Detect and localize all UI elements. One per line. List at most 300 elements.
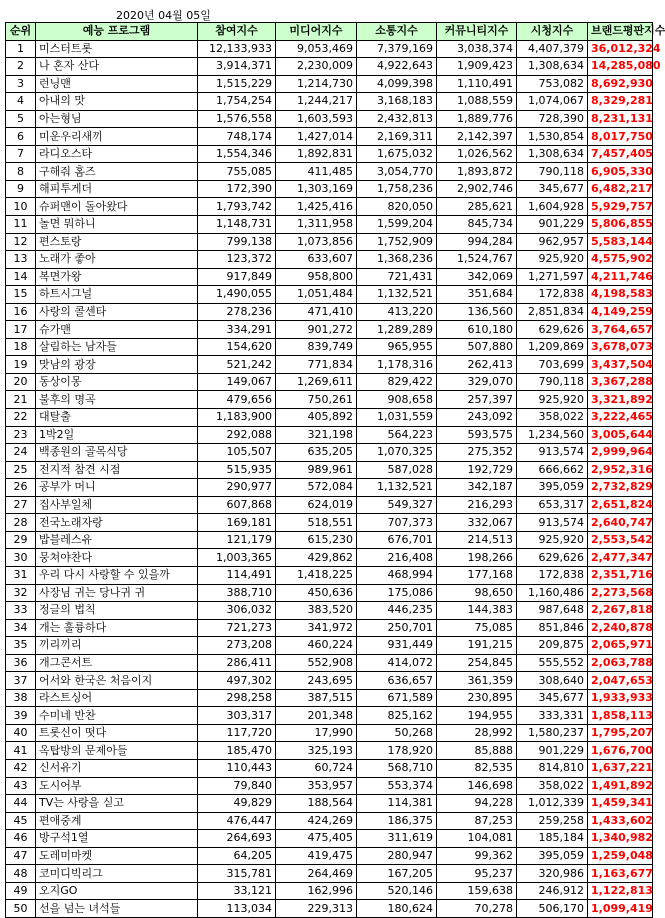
- communication-cell: 1,758,236: [357, 180, 437, 198]
- participation-cell: 169,181: [198, 514, 276, 532]
- communication-cell: 1,752,909: [357, 233, 437, 251]
- rank-cell: 43: [6, 777, 36, 795]
- brand-reputation-cell: 3,367,288: [588, 373, 653, 391]
- table-row: [6, 444, 653, 462]
- brand-reputation-cell: 36,012,324: [588, 40, 653, 58]
- community-cell: 329,070: [437, 373, 517, 391]
- community-cell: 351,684: [437, 286, 517, 304]
- community-cell: 82,535: [437, 759, 517, 777]
- community-cell: 3,038,374: [437, 40, 517, 58]
- communication-cell: 568,710: [357, 759, 437, 777]
- rank-cell: 48: [6, 865, 36, 883]
- viewership-cell: 925,920: [517, 531, 588, 549]
- program-name-cell: 사랑의 콜센타: [36, 303, 198, 321]
- table-row: [6, 830, 653, 848]
- communication-cell: 553,374: [357, 777, 437, 795]
- rank-cell: 7: [6, 145, 36, 163]
- community-cell: 610,180: [437, 321, 517, 339]
- media-cell: 321,198: [276, 426, 357, 444]
- program-name-cell: 옥탑방의 문제아들: [36, 742, 198, 760]
- community-cell: 98,650: [437, 584, 517, 602]
- community-cell: 1,524,767: [437, 251, 517, 269]
- program-name-cell: 편스토랑: [36, 233, 198, 251]
- rank-cell: 46: [6, 830, 36, 848]
- viewership-cell: 814,810: [517, 759, 588, 777]
- community-cell: 845,734: [437, 216, 517, 234]
- brand-reputation-cell: 3,437,504: [588, 356, 653, 374]
- participation-cell: 154,620: [198, 338, 276, 356]
- participation-cell: 1,183,900: [198, 409, 276, 427]
- rank-cell: 50: [6, 900, 36, 918]
- participation-cell: 1,003,365: [198, 549, 276, 567]
- viewership-cell: 172,838: [517, 566, 588, 584]
- brand-reputation-cell: 2,999,964: [588, 444, 653, 462]
- table-row: [6, 373, 653, 391]
- community-cell: 285,621: [437, 198, 517, 216]
- table-row: [6, 847, 653, 865]
- viewership-cell: 629,626: [517, 549, 588, 567]
- rank-cell: 12: [6, 233, 36, 251]
- table-body: [6, 40, 661, 917]
- media-cell: 839,749: [276, 338, 357, 356]
- brand-reputation-cell: 2,952,316: [588, 461, 653, 479]
- viewership-cell: 1,530,854: [517, 128, 588, 146]
- rank-cell: 5: [6, 110, 36, 128]
- brand-reputation-cell: 2,553,542: [588, 531, 653, 549]
- rank-cell: 45: [6, 812, 36, 830]
- rank-cell: 15: [6, 286, 36, 304]
- program-name-cell: 우리 다시 사랑할 수 있을까: [36, 566, 198, 584]
- media-cell: 635,205: [276, 444, 357, 462]
- communication-cell: 216,408: [357, 549, 437, 567]
- table-row: [6, 180, 653, 198]
- brand-reputation-cell: 8,231,131: [588, 110, 653, 128]
- rank-cell: 24: [6, 444, 36, 462]
- participation-cell: 334,291: [198, 321, 276, 339]
- table-row: [6, 637, 653, 655]
- viewership-cell: 1,160,486: [517, 584, 588, 602]
- communication-cell: 468,994: [357, 566, 437, 584]
- rank-cell: 18: [6, 338, 36, 356]
- table-row: [6, 795, 653, 813]
- communication-cell: 1,675,032: [357, 145, 437, 163]
- program-name-cell: 정글의 법칙: [36, 602, 198, 620]
- program-name-cell: 수미네 반찬: [36, 707, 198, 725]
- communication-cell: 175,086: [357, 584, 437, 602]
- brand-reputation-cell: 3,222,465: [588, 409, 653, 427]
- viewership-cell: 1,308,634: [517, 58, 588, 76]
- participation-cell: 79,840: [198, 777, 276, 795]
- viewership-cell: 358,022: [517, 409, 588, 427]
- table-row: [6, 426, 653, 444]
- table-row: [6, 584, 653, 602]
- media-cell: 424,269: [276, 812, 357, 830]
- participation-cell: 278,236: [198, 303, 276, 321]
- viewership-cell: 851,846: [517, 619, 588, 637]
- communication-cell: 3,168,183: [357, 93, 437, 111]
- community-cell: 70,278: [437, 900, 517, 918]
- table-row: [6, 812, 653, 830]
- community-cell: 342,069: [437, 268, 517, 286]
- table-row: [6, 163, 653, 181]
- header-viewership-index: 시청지수: [517, 23, 588, 41]
- brand-reputation-cell: 2,273,568: [588, 584, 653, 602]
- brand-reputation-cell: 5,806,855: [588, 216, 653, 234]
- table-row: [6, 742, 653, 760]
- participation-cell: 185,470: [198, 742, 276, 760]
- community-cell: 2,902,746: [437, 180, 517, 198]
- program-name-cell: 해피투게더: [36, 180, 198, 198]
- viewership-cell: 246,912: [517, 882, 588, 900]
- media-cell: 1,427,014: [276, 128, 357, 146]
- rank-cell: 3: [6, 75, 36, 93]
- brand-reputation-cell: 2,047,653: [588, 672, 653, 690]
- viewership-cell: 209,875: [517, 637, 588, 655]
- table-row: [6, 391, 653, 409]
- table-row: [6, 40, 653, 58]
- table-row: [6, 58, 653, 76]
- community-cell: 342,187: [437, 479, 517, 497]
- media-cell: 341,972: [276, 619, 357, 637]
- viewership-cell: 506,170: [517, 900, 588, 918]
- media-cell: 264,469: [276, 865, 357, 883]
- media-cell: 201,348: [276, 707, 357, 725]
- program-name-cell: 복면가왕: [36, 268, 198, 286]
- community-cell: 87,253: [437, 812, 517, 830]
- brand-reputation-cell: 14,285,080: [588, 58, 653, 76]
- table-row: [6, 145, 653, 163]
- communication-cell: 721,431: [357, 268, 437, 286]
- media-cell: 475,405: [276, 830, 357, 848]
- date-label: 2020년 04월 05일: [116, 9, 211, 22]
- participation-cell: 1,793,742: [198, 198, 276, 216]
- media-cell: 1,269,611: [276, 373, 357, 391]
- rank-cell: 22: [6, 409, 36, 427]
- participation-cell: 388,710: [198, 584, 276, 602]
- viewership-cell: 1,308,634: [517, 145, 588, 163]
- participation-cell: 286,411: [198, 654, 276, 672]
- viewership-cell: 1,271,597: [517, 268, 588, 286]
- program-name-cell: 대탈출: [36, 409, 198, 427]
- communication-cell: 549,327: [357, 496, 437, 514]
- media-cell: 552,908: [276, 654, 357, 672]
- communication-cell: 114,381: [357, 795, 437, 813]
- media-cell: 1,051,484: [276, 286, 357, 304]
- community-cell: 146,698: [437, 777, 517, 795]
- brand-reputation-cell: 1,099,419: [588, 900, 653, 918]
- program-name-cell: 불후의 명곡: [36, 391, 198, 409]
- table-row: [6, 479, 653, 497]
- media-cell: 1,603,593: [276, 110, 357, 128]
- participation-cell: 113,034: [198, 900, 276, 918]
- communication-cell: 446,235: [357, 602, 437, 620]
- program-name-cell: 미스터트롯: [36, 40, 198, 58]
- rank-cell: 35: [6, 637, 36, 655]
- table-row: [6, 724, 653, 742]
- media-cell: 1,214,730: [276, 75, 357, 93]
- viewership-cell: 308,640: [517, 672, 588, 690]
- brand-reputation-cell: 3,321,892: [588, 391, 653, 409]
- community-cell: 257,397: [437, 391, 517, 409]
- communication-cell: 7,379,169: [357, 40, 437, 58]
- viewership-cell: 629,626: [517, 321, 588, 339]
- brand-reputation-cell: 6,482,217: [588, 180, 653, 198]
- communication-cell: 180,624: [357, 900, 437, 918]
- participation-cell: 315,781: [198, 865, 276, 883]
- viewership-cell: 753,082: [517, 75, 588, 93]
- brand-reputation-cell: 1,122,813: [588, 882, 653, 900]
- community-cell: 230,895: [437, 689, 517, 707]
- brand-reputation-cell: 3,764,657: [588, 321, 653, 339]
- brand-reputation-cell: 1,637,221: [588, 759, 653, 777]
- viewership-cell: 925,920: [517, 391, 588, 409]
- program-name-cell: 사장님 귀는 당나귀 귀: [36, 584, 198, 602]
- table-row: [6, 198, 653, 216]
- rank-cell: 34: [6, 619, 36, 637]
- table-row: [6, 286, 653, 304]
- participation-cell: 64,205: [198, 847, 276, 865]
- participation-cell: 1,515,229: [198, 75, 276, 93]
- communication-cell: 414,072: [357, 654, 437, 672]
- community-cell: 216,293: [437, 496, 517, 514]
- program-name-cell: 라디오스타: [36, 145, 198, 163]
- viewership-cell: 320,986: [517, 865, 588, 883]
- viewership-cell: 358,022: [517, 777, 588, 795]
- brand-reputation-cell: 5,929,757: [588, 198, 653, 216]
- participation-cell: 114,491: [198, 566, 276, 584]
- table-row: [6, 216, 653, 234]
- participation-cell: 748,174: [198, 128, 276, 146]
- rank-cell: 37: [6, 672, 36, 690]
- participation-cell: 303,317: [198, 707, 276, 725]
- community-cell: 1,026,562: [437, 145, 517, 163]
- brand-reputation-cell: 2,267,818: [588, 602, 653, 620]
- viewership-cell: 333,331: [517, 707, 588, 725]
- program-name-cell: 전지적 참견 시점: [36, 461, 198, 479]
- community-cell: 361,359: [437, 672, 517, 690]
- communication-cell: 1,368,236: [357, 251, 437, 269]
- communication-cell: 820,050: [357, 198, 437, 216]
- media-cell: 188,564: [276, 795, 357, 813]
- media-cell: 353,957: [276, 777, 357, 795]
- community-cell: 144,383: [437, 602, 517, 620]
- table-row: [6, 531, 653, 549]
- media-cell: 162,996: [276, 882, 357, 900]
- brand-reputation-cell: 1,433,602: [588, 812, 653, 830]
- media-cell: 9,053,469: [276, 40, 357, 58]
- media-cell: 1,311,958: [276, 216, 357, 234]
- communication-cell: 4,099,398: [357, 75, 437, 93]
- rank-cell: 29: [6, 531, 36, 549]
- media-cell: 229,313: [276, 900, 357, 918]
- header-community-index: 커뮤니티지수: [437, 23, 517, 41]
- communication-cell: 167,205: [357, 865, 437, 883]
- rank-cell: 19: [6, 356, 36, 374]
- media-cell: 1,892,831: [276, 145, 357, 163]
- communication-cell: 178,920: [357, 742, 437, 760]
- media-cell: 325,193: [276, 742, 357, 760]
- brand-reputation-cell: 5,583,144: [588, 233, 653, 251]
- community-cell: 75,085: [437, 619, 517, 637]
- rank-cell: 26: [6, 479, 36, 497]
- viewership-cell: 345,677: [517, 689, 588, 707]
- brand-reputation-cell: 4,149,259: [588, 303, 653, 321]
- program-name-cell: 개그콘서트: [36, 654, 198, 672]
- communication-cell: 965,955: [357, 338, 437, 356]
- rank-cell: 9: [6, 180, 36, 198]
- communication-cell: 50,268: [357, 724, 437, 742]
- communication-cell: 1,599,204: [357, 216, 437, 234]
- communication-cell: 1,132,521: [357, 479, 437, 497]
- brand-reputation-cell: 1,933,933: [588, 689, 653, 707]
- communication-cell: 931,449: [357, 637, 437, 655]
- media-cell: 1,073,856: [276, 233, 357, 251]
- viewership-cell: 185,184: [517, 830, 588, 848]
- community-cell: 262,413: [437, 356, 517, 374]
- media-cell: 429,862: [276, 549, 357, 567]
- table-row: [6, 672, 653, 690]
- brand-reputation-cell: 2,477,347: [588, 549, 653, 567]
- brand-reputation-cell: 3,678,073: [588, 338, 653, 356]
- media-cell: 60,724: [276, 759, 357, 777]
- community-cell: 507,880: [437, 338, 517, 356]
- community-cell: 1,909,423: [437, 58, 517, 76]
- rank-cell: 1: [6, 40, 36, 58]
- viewership-cell: 987,648: [517, 602, 588, 620]
- media-cell: 989,961: [276, 461, 357, 479]
- viewership-cell: 962,957: [517, 233, 588, 251]
- rank-cell: 21: [6, 391, 36, 409]
- rank-cell: 25: [6, 461, 36, 479]
- brand-reputation-cell: 4,211,746: [588, 268, 653, 286]
- program-name-cell: 백종원의 골목식당: [36, 444, 198, 462]
- rank-cell: 44: [6, 795, 36, 813]
- table-row: [6, 514, 653, 532]
- rank-cell: 30: [6, 549, 36, 567]
- participation-cell: 3,914,371: [198, 58, 276, 76]
- community-cell: 1,088,559: [437, 93, 517, 111]
- table-row: [6, 900, 653, 918]
- communication-cell: 4,922,643: [357, 58, 437, 76]
- header-communication-index: 소통지수: [357, 23, 437, 41]
- program-name-cell: 뭉쳐야찬다: [36, 549, 198, 567]
- program-name-cell: TV는 사랑을 싣고: [36, 795, 198, 813]
- rank-cell: 32: [6, 584, 36, 602]
- table-row: [6, 110, 653, 128]
- community-cell: 104,081: [437, 830, 517, 848]
- participation-cell: 755,085: [198, 163, 276, 181]
- participation-cell: 721,273: [198, 619, 276, 637]
- communication-cell: 1,178,316: [357, 356, 437, 374]
- table-row: [6, 461, 653, 479]
- program-name-cell: 놀면 뭐하니: [36, 216, 198, 234]
- participation-cell: 123,372: [198, 251, 276, 269]
- participation-cell: 12,133,933: [198, 40, 276, 58]
- media-cell: 419,475: [276, 847, 357, 865]
- program-name-cell: 코미디빅리그: [36, 865, 198, 883]
- program-name-cell: 나 혼자 산다: [36, 58, 198, 76]
- communication-cell: 1,031,559: [357, 409, 437, 427]
- table-row: [6, 303, 653, 321]
- participation-cell: 479,656: [198, 391, 276, 409]
- participation-cell: 273,208: [198, 637, 276, 655]
- viewership-cell: 901,229: [517, 742, 588, 760]
- participation-cell: 1,754,254: [198, 93, 276, 111]
- table-row: [6, 619, 653, 637]
- brand-reputation-cell: 2,732,829: [588, 479, 653, 497]
- participation-cell: 49,829: [198, 795, 276, 813]
- table-row: [6, 75, 653, 93]
- program-name-cell: 편애중계: [36, 812, 198, 830]
- table-row: [6, 865, 653, 883]
- program-name-cell: 공부가 머니: [36, 479, 198, 497]
- viewership-cell: 172,838: [517, 286, 588, 304]
- brand-reputation-cell: 7,457,405: [588, 145, 653, 163]
- viewership-cell: 790,118: [517, 163, 588, 181]
- media-cell: 615,230: [276, 531, 357, 549]
- table-row: [6, 777, 653, 795]
- program-name-cell: 선을 넘는 녀석들: [36, 900, 198, 918]
- brand-reputation-cell: 2,351,716: [588, 566, 653, 584]
- program-name-cell: 전국노래자랑: [36, 514, 198, 532]
- program-name-cell: 밥블레스유: [36, 531, 198, 549]
- communication-cell: 1,289,289: [357, 321, 437, 339]
- community-cell: 194,955: [437, 707, 517, 725]
- program-name-cell: 미운우리새끼: [36, 128, 198, 146]
- brand-reputation-cell: 8,329,281: [588, 93, 653, 111]
- brand-reputation-cell: 1,795,207: [588, 724, 653, 742]
- table-row: [6, 689, 653, 707]
- brand-reputation-cell: 1,459,341: [588, 795, 653, 813]
- communication-cell: 636,657: [357, 672, 437, 690]
- media-cell: 471,410: [276, 303, 357, 321]
- table-row: [6, 409, 653, 427]
- program-name-cell: 1박2일: [36, 426, 198, 444]
- participation-cell: 1,554,346: [198, 145, 276, 163]
- community-cell: 1,893,872: [437, 163, 517, 181]
- header-program: 예능 프로그램: [36, 23, 198, 41]
- communication-cell: 829,422: [357, 373, 437, 391]
- table-row: [6, 233, 653, 251]
- media-cell: 771,834: [276, 356, 357, 374]
- brand-reputation-cell: 1,858,113: [588, 707, 653, 725]
- program-name-cell: 어서와 한국은 처음이지: [36, 672, 198, 690]
- participation-cell: 110,443: [198, 759, 276, 777]
- rank-cell: 11: [6, 216, 36, 234]
- rank-cell: 23: [6, 426, 36, 444]
- community-cell: 94,228: [437, 795, 517, 813]
- viewership-cell: 728,390: [517, 110, 588, 128]
- participation-cell: 290,977: [198, 479, 276, 497]
- participation-cell: 1,576,558: [198, 110, 276, 128]
- participation-cell: 105,507: [198, 444, 276, 462]
- community-cell: 332,067: [437, 514, 517, 532]
- rank-cell: 39: [6, 707, 36, 725]
- viewership-cell: 345,677: [517, 180, 588, 198]
- communication-cell: 1,132,521: [357, 286, 437, 304]
- communication-cell: 186,375: [357, 812, 437, 830]
- media-cell: 1,244,217: [276, 93, 357, 111]
- community-cell: 2,142,397: [437, 128, 517, 146]
- brand-reputation-cell: 1,340,982: [588, 830, 653, 848]
- viewership-cell: 901,229: [517, 216, 588, 234]
- brand-reputation-cell: 1,259,048: [588, 847, 653, 865]
- media-cell: 624,019: [276, 496, 357, 514]
- community-cell: 95,237: [437, 865, 517, 883]
- participation-cell: 521,242: [198, 356, 276, 374]
- table-row: [6, 654, 653, 672]
- viewership-cell: 913,574: [517, 444, 588, 462]
